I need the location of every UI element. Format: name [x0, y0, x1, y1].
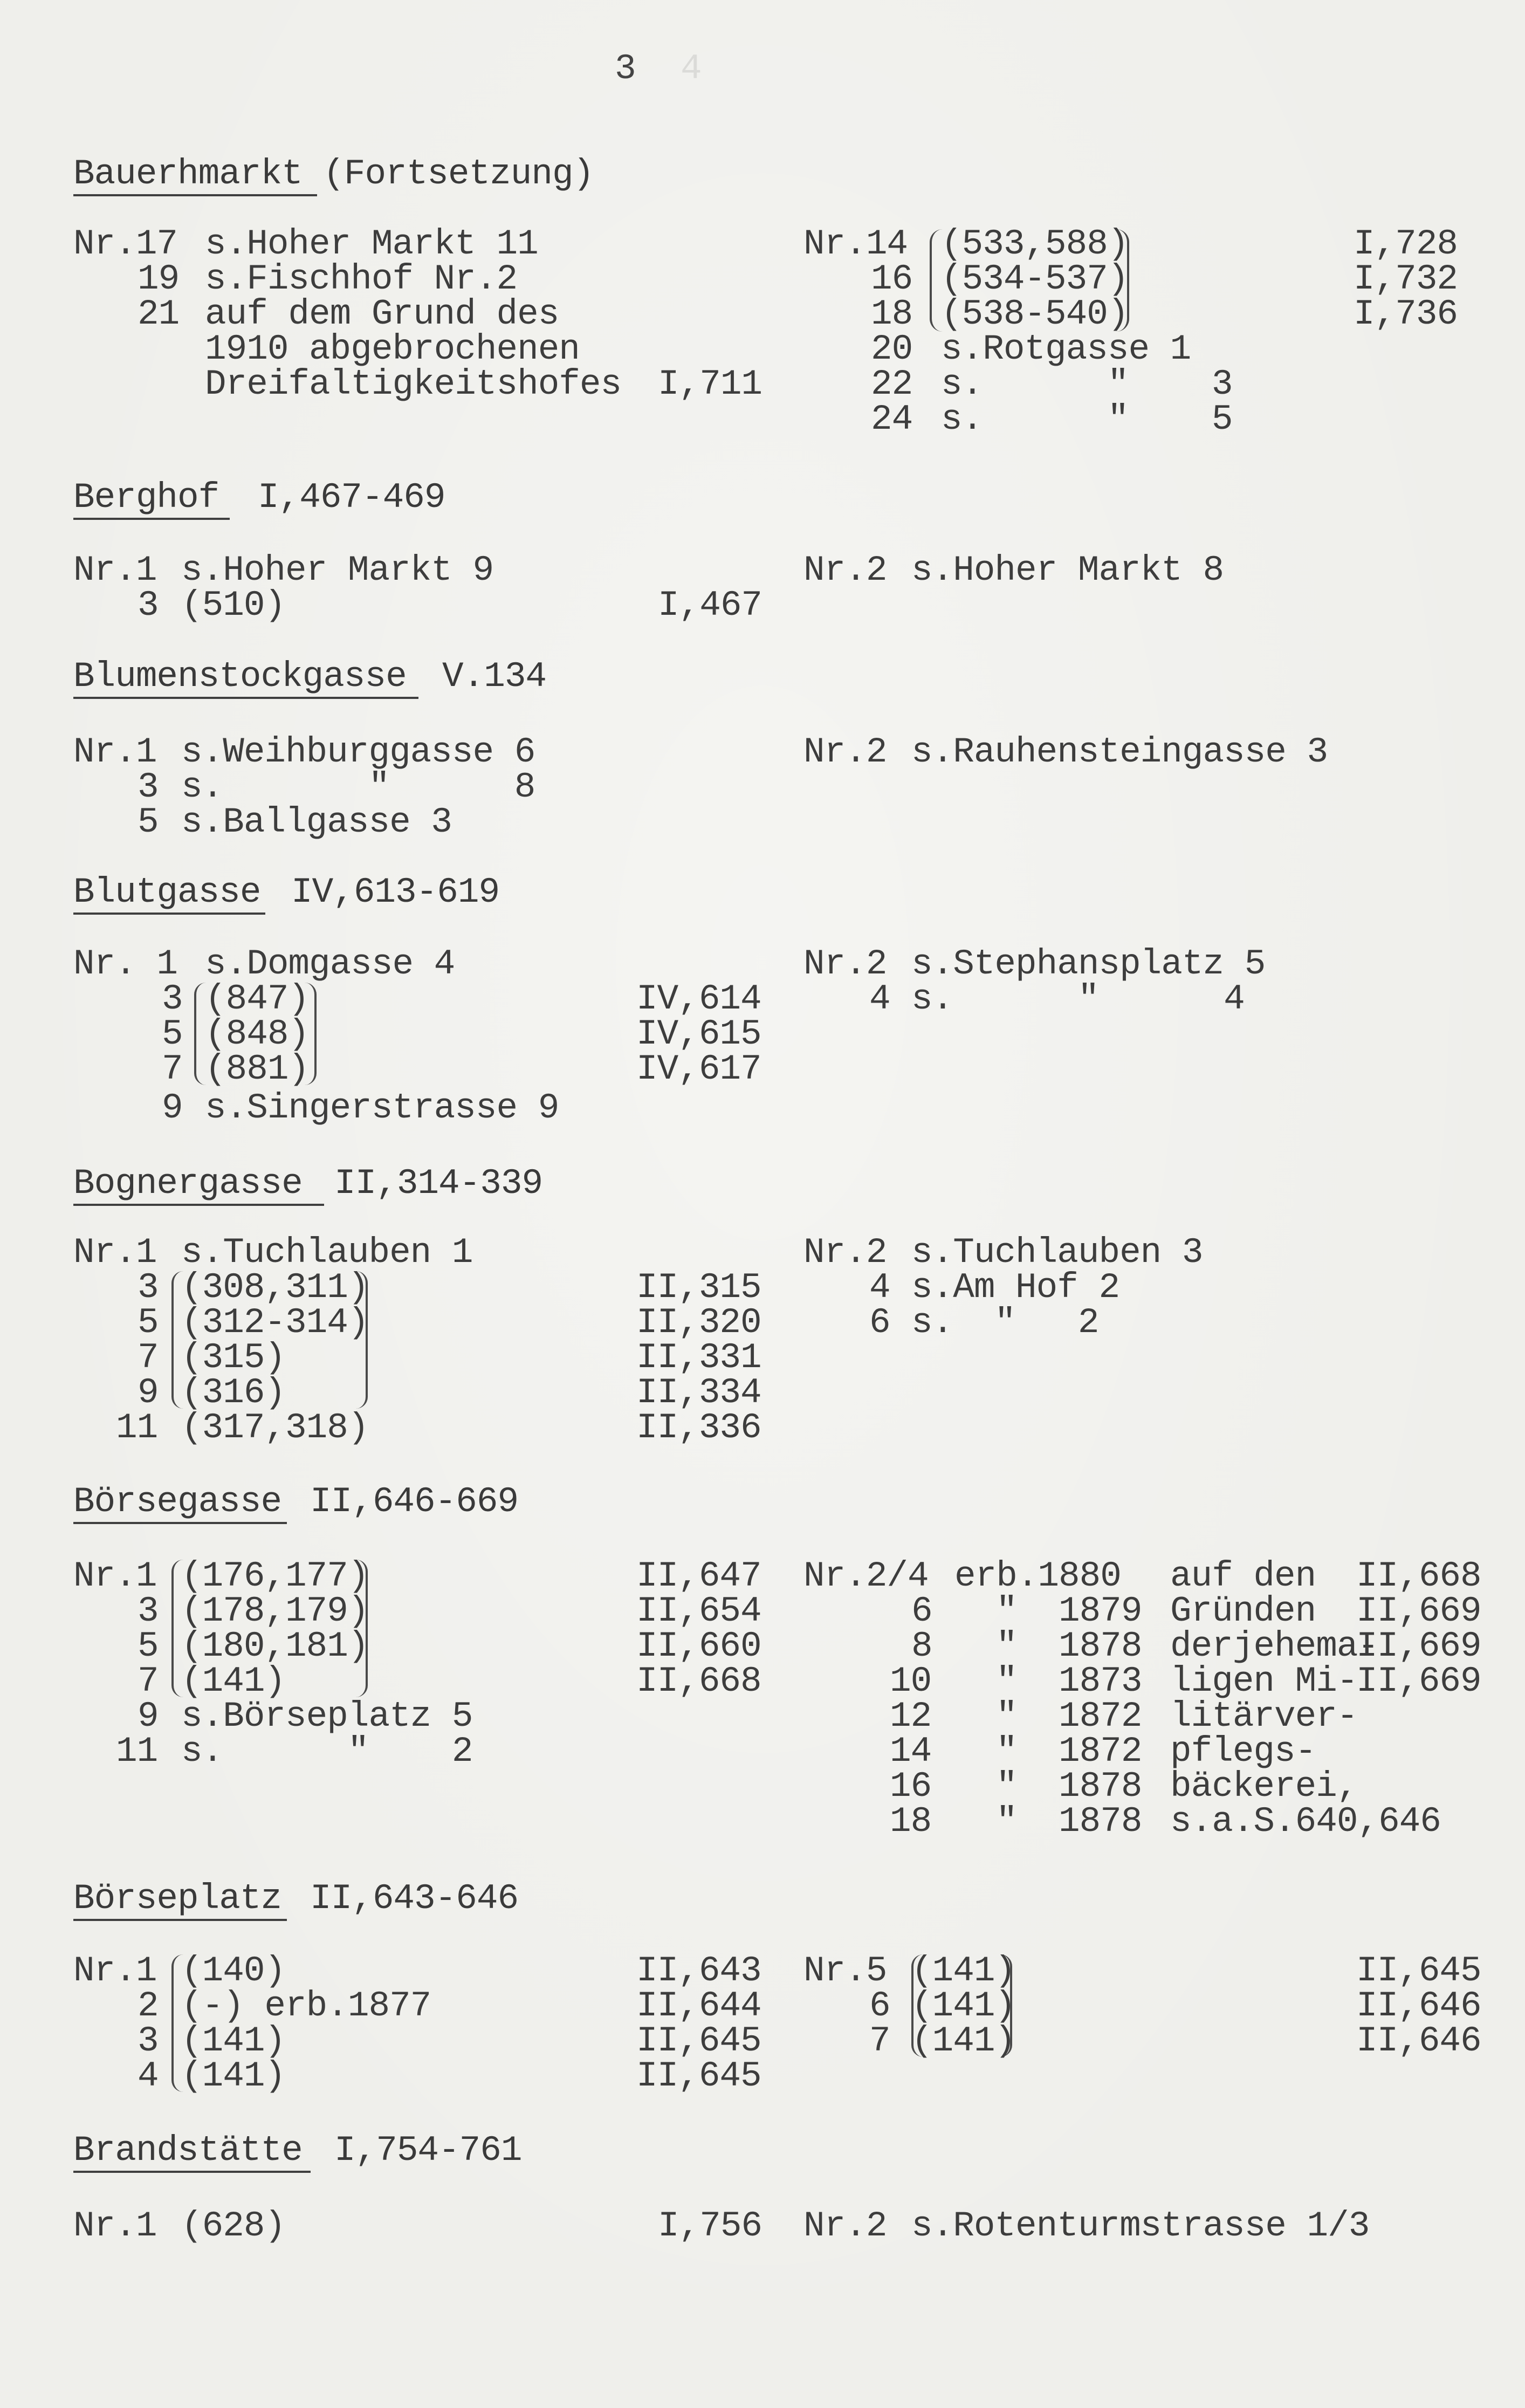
heading-underline: [73, 1522, 287, 1524]
entry-num: 12: [890, 1696, 932, 1737]
entry-text: s. " 8: [181, 767, 535, 807]
entry-num: 4: [869, 979, 890, 1019]
entry-text: (533,588): [941, 224, 1129, 264]
entry-num: 5: [138, 802, 159, 842]
entry-text: (141): [911, 1986, 1016, 2026]
brace-bracket: [305, 983, 317, 1085]
entry-num: 11: [116, 1731, 158, 1772]
heading-underline: [73, 194, 317, 196]
entry-num: 3: [138, 2021, 159, 2061]
entry-text: s. " 4: [911, 979, 1245, 1019]
entry-num: 22: [871, 364, 913, 404]
entry-ref: II,646: [1356, 1986, 1481, 2026]
entry-ref: II,315: [636, 1267, 761, 1308]
entry-text: s.Tuchlauben 1: [181, 1232, 473, 1273]
entry-text: (317,318): [181, 1408, 369, 1448]
entry-num: 6: [869, 1986, 890, 2026]
entry-num: 20: [871, 329, 913, 369]
entry-text: erb.1880: [954, 1556, 1121, 1596]
brace-bracket: [930, 229, 943, 332]
entry-text: (140): [181, 1951, 286, 1991]
brace-bracket: [356, 1271, 368, 1409]
entry-text: s.Rotgasse 1: [941, 329, 1191, 369]
entry-num: 8: [911, 1626, 932, 1666]
entry-text: s.Am Hof 2: [911, 1267, 1120, 1308]
entry-text: " 1872: [954, 1731, 1142, 1772]
entry-text: Dreifaltigkeitshofes: [205, 364, 622, 404]
section-heading-ref: I,754-761: [334, 2130, 522, 2171]
entry-ref: IV,614: [636, 979, 761, 1019]
entry-num: Nr.2/4: [803, 1556, 929, 1596]
entry-text: " 1878: [954, 1766, 1142, 1807]
entry-text: s. " 3: [941, 364, 1233, 404]
entry-num: Nr.2: [803, 550, 887, 591]
entry-note: s.a.S.640,646: [1170, 1801, 1441, 1842]
entry-ref: II,646: [1356, 2021, 1481, 2061]
entry-note: ligen Mi-: [1170, 1661, 1358, 1702]
entry-num: 18: [890, 1801, 932, 1842]
heading-underline: [73, 697, 418, 699]
brace-bracket: [194, 983, 206, 1085]
entry-num: Nr.1: [73, 1951, 157, 1991]
entry-text: s.Fischhof Nr.2: [205, 259, 518, 299]
entry-ref: I,728: [1354, 224, 1458, 264]
entry-text: (847): [205, 979, 310, 1019]
entry-text: s.Tuchlauben 3: [911, 1232, 1203, 1273]
entry-text: (534-537): [941, 259, 1129, 299]
entry-num: 24: [871, 399, 913, 440]
entry-text: (628): [181, 2206, 286, 2246]
entry-num: 16: [890, 1766, 932, 1807]
entry-text: (538-540): [941, 294, 1129, 334]
heading-underline: [73, 913, 265, 915]
entry-text: s.Rotenturmstrasse 1/3: [911, 2206, 1370, 2246]
entry-num: 16: [871, 259, 913, 299]
entry-ref: I,756: [658, 2206, 763, 2246]
entry-text: s.Rauhensteingasse 3: [911, 732, 1328, 772]
entry-ref: II,643: [636, 1951, 761, 1991]
section-heading-bognergasse: Bognergasse: [73, 1163, 303, 1204]
entry-text: (141): [911, 1951, 1016, 1991]
entry-text: s.Börseplatz 5: [181, 1696, 473, 1737]
entry-text: (881): [205, 1049, 310, 1089]
section-heading-blutgasse: Blutgasse: [73, 872, 261, 913]
entry-text: s.Ballgasse 3: [181, 802, 452, 842]
entry-num: 5: [162, 1014, 183, 1054]
entry-ref: II,668: [636, 1661, 761, 1702]
entry-text: s.Singerstrasse 9: [205, 1088, 559, 1128]
entry-ref: I,736: [1354, 294, 1458, 334]
section-heading-ref: IV,613-619: [291, 872, 500, 913]
entry-ref: II,669: [1356, 1661, 1481, 1702]
section-heading-berghof: Berghof: [73, 477, 219, 518]
entry-num: Nr.2: [803, 2206, 887, 2246]
entry-text: s. " 5: [941, 399, 1233, 440]
entry-text: auf dem Grund des: [205, 294, 559, 334]
brace-bracket: [171, 1560, 183, 1697]
entry-num: Nr.1: [73, 550, 157, 591]
entry-ref: II,669: [1356, 1591, 1481, 1631]
entry-num: 19: [138, 259, 180, 299]
entry-ref: II,645: [1356, 1951, 1481, 1991]
entry-text: (178,179): [181, 1591, 369, 1631]
entry-text: " 1873: [954, 1661, 1142, 1702]
entry-text: s.Hoher Markt 9: [181, 550, 494, 591]
entry-text: (510): [181, 585, 286, 626]
entry-note: auf den: [1170, 1556, 1316, 1596]
entry-text: (316): [181, 1373, 286, 1413]
entry-text: (141): [911, 2021, 1016, 2061]
section-heading-boerseplatz: Börseplatz: [73, 1878, 282, 1919]
brace-bracket: [171, 1271, 183, 1409]
entry-num: 5: [138, 1302, 159, 1343]
entry-text: s.Hoher Markt 11: [205, 224, 538, 264]
entry-ref: IV,617: [636, 1049, 761, 1089]
entry-ref: II,320: [636, 1302, 761, 1343]
entry-ref: II,660: [636, 1626, 761, 1666]
entry-text: s.Hoher Markt 8: [911, 550, 1224, 591]
entry-text: (180,181): [181, 1626, 369, 1666]
entry-text: " 1878: [954, 1626, 1142, 1666]
entry-text: s.Weihburggasse 6: [181, 732, 535, 772]
entry-text: (315): [181, 1337, 286, 1378]
entry-num: Nr.1: [73, 732, 157, 772]
entry-num: 7: [162, 1049, 183, 1089]
entry-text: s. " 2: [911, 1302, 1099, 1343]
page-number: 3: [615, 49, 636, 89]
section-heading-blumenstockgasse: Blumenstockgasse: [73, 656, 407, 697]
entry-num: Nr.1: [73, 2206, 157, 2246]
entry-num: 7: [138, 1661, 159, 1702]
entry-text: " 1879: [954, 1591, 1142, 1631]
heading-underline: [73, 1204, 324, 1206]
entry-note: derjehema-: [1170, 1626, 1379, 1666]
entry-ref: II,669: [1356, 1626, 1481, 1666]
entry-num: 5: [138, 1626, 159, 1666]
entry-ref: II,334: [636, 1373, 761, 1413]
entry-text: (848): [205, 1014, 310, 1054]
entry-num: 9: [138, 1696, 159, 1737]
entry-ref: II,647: [636, 1556, 761, 1596]
heading-underline: [73, 518, 230, 520]
brace-bracket: [171, 1954, 183, 2092]
brace-bracket: [911, 1954, 923, 2057]
entry-text: (176,177): [181, 1556, 369, 1596]
entry-note: pflegs-: [1170, 1731, 1316, 1772]
entry-num: 9: [162, 1088, 183, 1128]
entry-ref: I,711: [658, 364, 763, 404]
entry-num: 18: [871, 294, 913, 334]
section-heading-ref: II,314-339: [334, 1163, 543, 1204]
entry-num: 6: [911, 1591, 932, 1631]
entry-ref: II,336: [636, 1408, 761, 1448]
entry-num: 7: [138, 1337, 159, 1378]
ghost-page-number: 4: [681, 49, 702, 89]
entry-num: 6: [869, 1302, 890, 1343]
entry-ref: II,644: [636, 1986, 761, 2026]
entry-num: 3: [138, 1591, 159, 1631]
entry-text: s.Domgasse 4: [205, 944, 455, 984]
entry-text: s.Stephansplatz 5: [911, 944, 1266, 984]
entry-num: Nr.1: [73, 1556, 157, 1596]
entry-text: " 1878: [954, 1801, 1142, 1842]
section-heading-brandstaette: Brandstätte: [73, 2130, 303, 2171]
entry-num: 14: [890, 1731, 932, 1772]
section-heading-ref: II,646-669: [310, 1481, 519, 1522]
entry-text: (141): [181, 2021, 286, 2061]
entry-ref: II,668: [1356, 1556, 1481, 1596]
section-heading-ref: II,643-646: [310, 1878, 519, 1919]
brace-bracket: [356, 1560, 368, 1697]
section-heading-boersegasse: Börsegasse: [73, 1481, 282, 1522]
heading-underline: [73, 2171, 311, 2173]
entry-text: (312-314): [181, 1302, 369, 1343]
entry-num: 21: [138, 294, 180, 334]
entry-ref: I,732: [1354, 259, 1458, 299]
entry-ref: II,645: [636, 2056, 761, 2096]
entry-num: 11: [116, 1408, 158, 1448]
entry-ref: II,654: [636, 1591, 761, 1631]
entry-num: Nr.17: [73, 224, 178, 264]
entry-ref: I,467: [658, 585, 763, 626]
entry-num: 7: [869, 2021, 890, 2061]
entry-num: 3: [138, 767, 159, 807]
entry-num: Nr.14: [803, 224, 908, 264]
entry-ref: IV,615: [636, 1014, 761, 1054]
entry-num: 4: [869, 1267, 890, 1308]
entry-num: Nr.2: [803, 732, 887, 772]
entry-num: Nr.2: [803, 944, 887, 984]
entry-note: bäckerei,: [1170, 1766, 1358, 1807]
entry-num: 4: [138, 2056, 159, 2096]
heading-underline: [73, 1919, 287, 1921]
entry-num: 3: [138, 585, 159, 626]
entry-ref: II,331: [636, 1337, 761, 1378]
section-heading-ref: I,467-469: [258, 477, 445, 518]
brace-bracket: [1116, 229, 1129, 332]
entry-num: 3: [162, 979, 183, 1019]
entry-num: 3: [138, 1267, 159, 1308]
entry-text: " 1872: [954, 1696, 1142, 1737]
entry-num: 10: [890, 1661, 932, 1702]
brace-bracket: [1000, 1954, 1012, 2057]
entry-text: (141): [181, 2056, 286, 2096]
entry-num: 2: [138, 1986, 159, 2026]
section-heading-bauernmarkt: Bauerhmarkt (Fortsetzung): [73, 154, 594, 194]
section-heading-ref: V.134: [442, 656, 547, 697]
entry-text: s. " 2: [181, 1731, 473, 1772]
entry-num: Nr.5: [803, 1951, 887, 1991]
entry-ref: II,645: [636, 2021, 761, 2061]
entry-num: Nr.1: [73, 1232, 157, 1273]
entry-note: litärver-: [1170, 1696, 1358, 1737]
entry-num: 9: [138, 1373, 159, 1413]
entry-text: (308,311): [181, 1267, 369, 1308]
entry-text: 1910 abgebrochenen: [205, 329, 580, 369]
entry-text: (141): [181, 1661, 286, 1702]
entry-num: Nr.2: [803, 1232, 887, 1273]
entry-num: Nr. 1: [73, 944, 178, 984]
entry-text: (-) erb.1877: [181, 1986, 431, 2026]
entry-note: Gründen: [1170, 1591, 1316, 1631]
